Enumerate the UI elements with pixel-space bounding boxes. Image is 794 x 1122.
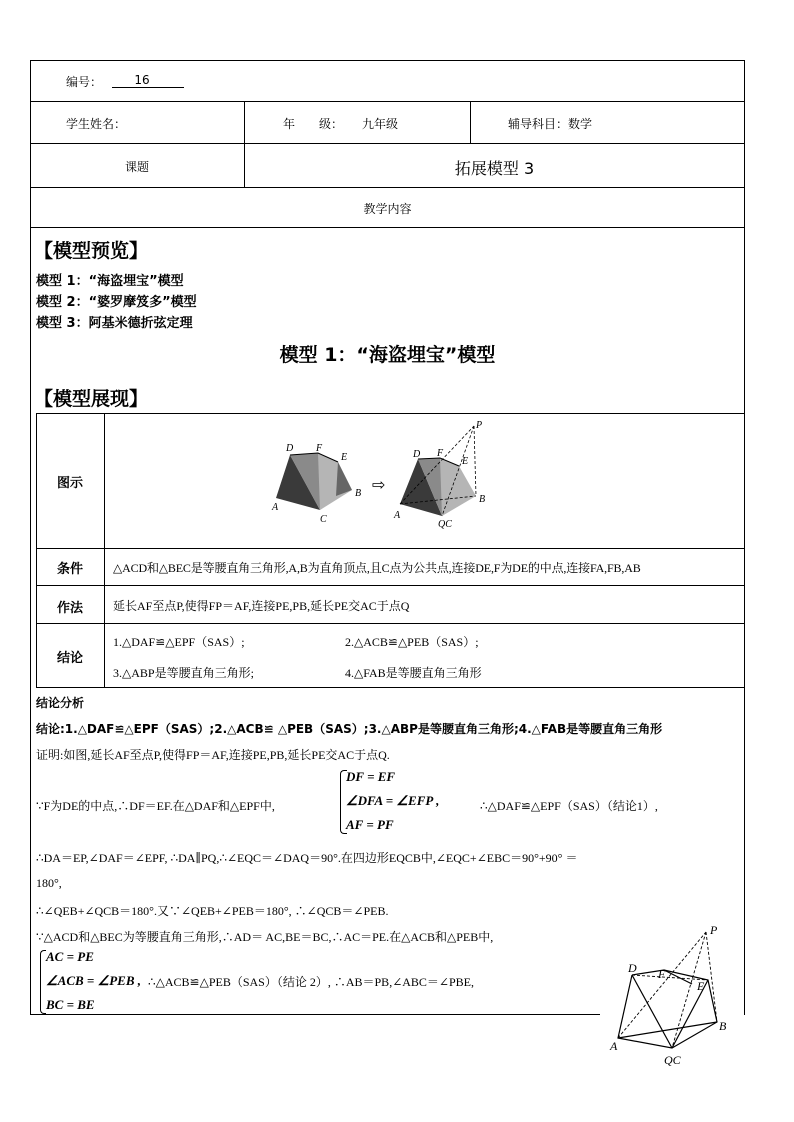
proof-line: 180°, bbox=[36, 876, 62, 890]
divider bbox=[36, 548, 745, 549]
system-equation: DF = EF bbox=[346, 769, 396, 784]
condition-label: 条件 bbox=[56, 562, 83, 577]
figure-dashed-line bbox=[474, 426, 476, 496]
proof-line: ∴△DAF≌△EPF（SAS）（结论1）, bbox=[480, 799, 658, 813]
figure-label-f: F bbox=[437, 448, 444, 459]
content-label: 教学内容 bbox=[363, 202, 412, 216]
figure-label-b: B bbox=[479, 494, 486, 505]
figure-label-d: D bbox=[286, 443, 294, 454]
figure-label-e: E bbox=[697, 979, 705, 993]
system-equation: AF = PF bbox=[346, 817, 394, 832]
figure-dashed-line bbox=[618, 932, 706, 1038]
conclusion-item: 2.△ACB≌△PEB（SAS）; bbox=[345, 635, 479, 649]
figure-label-b: B bbox=[355, 488, 362, 499]
proof-line: ∴DA＝EP,∠DAF＝∠EPF, ∴DA∥PQ,∴∠EQC＝∠DAQ＝90°.在四边形EQCB中,∠EQC+∠EBC＝90°+90° ＝ bbox=[36, 851, 578, 865]
figure-face-dark bbox=[336, 462, 352, 496]
figure-label-a: A bbox=[272, 502, 279, 513]
conclusion-item: 4.△FAB是等腰直角三角形 bbox=[345, 666, 482, 680]
preview-item: 模型 3：阿基米德折弦定理 bbox=[36, 316, 193, 331]
figure-label-f: F bbox=[658, 967, 666, 981]
proof-line: ∵△ACD和△BEC为等腰直角三角形,∴AD＝ AC,BE＝BC,∴AC＝PE.在△ACB和△PEB中, bbox=[36, 930, 494, 944]
subject-value: 数学 bbox=[568, 117, 593, 131]
figure-label-p: P bbox=[476, 420, 483, 431]
grade-value: 九年级 bbox=[362, 117, 399, 131]
divider bbox=[30, 1014, 600, 1015]
figure-label-a: A bbox=[610, 1039, 618, 1053]
condition-text: △ACD和△BEC是等腰直角三角形,A,B为直角顶点,且C点为公共点,连接DE,F为DE的中点,连接FA,FB,AB bbox=[113, 561, 641, 575]
divider bbox=[30, 143, 745, 144]
conclusion-item: 1.△DAF≌△EPF（SAS）; bbox=[113, 635, 245, 649]
conclusion-item: 3.△ABP是等腰直角三角形; bbox=[113, 666, 254, 680]
grade-label: 年 级： bbox=[283, 117, 344, 131]
model-figure bbox=[268, 418, 498, 530]
proof-intro: 证明:如图,延长AF至点P,使得FP＝AF,连接PE,PB,延长PE交AC于点Q. bbox=[36, 748, 390, 762]
model1-title: 模型 1：“海盗埋宝”模型 bbox=[279, 344, 496, 366]
figure-label: 图示 bbox=[56, 476, 83, 491]
figure-label-p: P bbox=[710, 923, 718, 937]
divider bbox=[30, 227, 745, 228]
analysis-title: 结论分析 bbox=[36, 696, 85, 710]
transform-arrow: ⇨ bbox=[372, 475, 386, 494]
figure-label-qc: QC bbox=[664, 1053, 681, 1067]
system-equation: BC = BE bbox=[46, 997, 95, 1012]
figure-label-qc: QC bbox=[438, 519, 452, 530]
figure-label-e: E bbox=[462, 456, 469, 467]
proof-figure bbox=[604, 920, 744, 1070]
figure-edge bbox=[632, 975, 672, 1048]
analysis-summary: 结论:1.△DAF≌△EPF（SAS）;2.△ACB≌ △PEB（SAS）;3.△ABP是等腰直角三角形;4.△FAB是等腰直角三角形 bbox=[36, 722, 663, 736]
display-title: 【模型展现】 bbox=[34, 388, 149, 410]
student-name-label: 学生姓名： bbox=[66, 117, 127, 131]
proof-line: ∴∠QEB+∠QCB＝180°.又∵∠QEB+∠PEB＝180°, ∴∠QCB＝∠PEB. bbox=[36, 904, 389, 918]
figure-label-c: C bbox=[320, 514, 327, 525]
number-value bbox=[112, 73, 184, 88]
divider bbox=[470, 101, 471, 143]
topic-label: 课题 bbox=[124, 160, 149, 174]
system-equation: ∠ACB = ∠PEB , bbox=[46, 973, 142, 988]
system-equation: ∠DFA = ∠EFP , bbox=[346, 793, 440, 808]
figure-label-e: E bbox=[341, 452, 348, 463]
figure-label-a: A bbox=[394, 510, 401, 521]
method-text: 延长AF至点P,使得FP＝AF,连接PE,PB,延长PE交AC于点Q bbox=[113, 599, 410, 613]
figure-dashed-line bbox=[706, 932, 717, 1022]
figure-label-b: B bbox=[719, 1019, 727, 1033]
figure-label-d: D bbox=[413, 449, 421, 460]
number-label: 编号： bbox=[66, 75, 103, 89]
preview-item: 模型 2：“婆罗摩笈多”模型 bbox=[36, 295, 197, 310]
topic-value: 拓展模型 3 bbox=[454, 159, 535, 178]
proof-line: ∵F为DE的中点,∴DF＝EF.在△DAF和△EPF中, bbox=[36, 799, 275, 813]
divider bbox=[36, 585, 745, 586]
figure-label-d: D bbox=[628, 961, 637, 975]
divider bbox=[30, 187, 745, 188]
subject-label: 辅导科目： bbox=[508, 117, 569, 131]
divider bbox=[104, 413, 105, 688]
figure-label-f: F bbox=[316, 443, 323, 454]
number-text: 16 bbox=[134, 73, 150, 87]
preview-item: 模型 1：“海盗埋宝”模型 bbox=[36, 274, 184, 289]
divider bbox=[30, 101, 745, 102]
preview-title: 【模型预览】 bbox=[34, 240, 149, 262]
divider bbox=[36, 623, 745, 624]
method-label: 作法 bbox=[56, 601, 83, 616]
proof-line: ∴△ACB≌△PEB（SAS）（结论 2）, ∴AB＝PB,∠ABC＝∠PBE, bbox=[148, 975, 474, 989]
system-equation: AC = PE bbox=[46, 949, 94, 964]
conclusion-label: 结论 bbox=[56, 651, 83, 666]
